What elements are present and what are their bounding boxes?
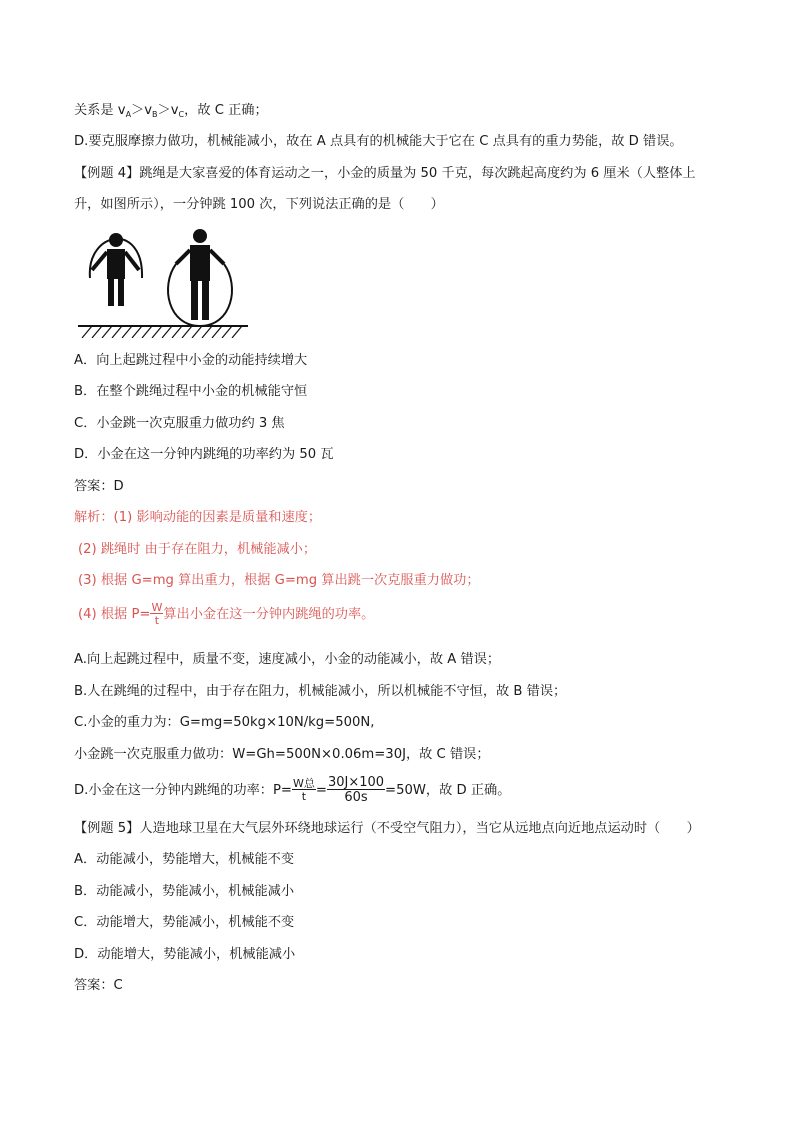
subscript: C [178, 110, 185, 119]
question-text: 跳绳是大家喜爱的体育运动之一，小金的质量为 50 千克，每次跳起高度约为 6 厘米（人整体上 [139, 166, 696, 181]
question-tag: 【例题 5】 [74, 821, 140, 836]
solution-c-2: 小金跳一次克服重力做功：W=Gh=500N×0.06m=30J，故 C 错误； [74, 747, 490, 762]
text: D.小金在这一分钟内跳绳的功率：P= [74, 783, 292, 798]
fraction [292, 778, 316, 802]
fraction [150, 602, 163, 626]
text: 关系是 v [74, 103, 126, 118]
analysis-2: (2) 跳绳时 由于存在阻力，机械能减小； [78, 542, 317, 557]
analysis-4 [78, 602, 374, 626]
denominator: t [150, 613, 163, 626]
text: ＞v [157, 103, 179, 118]
text: (4) 根据 P= [78, 607, 151, 622]
option-c: C．动能增大，势能减小，机械能不变 [74, 915, 295, 930]
paragraph: D.要克服摩擦力做功，机械能减小，故在 A 点具有的机械能大于它在 C 点具有的重力势能，故 D 错误。 [74, 134, 683, 149]
jump-rope-figure [76, 226, 252, 338]
numerator: W [151, 601, 163, 614]
text: = [315, 783, 327, 798]
text: =50W，故 D 正确。 [385, 783, 511, 798]
answer: 答案：C [74, 978, 123, 993]
question-text: 人造地球卫星在大气层外环绕地球运行（不受空气阻力），当它从远地点向近地点运动时（ ） [139, 821, 700, 836]
analysis-1: 解析：(1) 影响动能的因素是质量和速度； [74, 510, 322, 525]
numerator: W总 [292, 777, 315, 790]
analysis-3: (3) 根据 G=mg 算出重力，根据 G=mg 算出跳一次克服重力做功； [78, 573, 480, 588]
text: 算出小金在这一分钟内跳绳的功率。 [163, 607, 375, 622]
solution-b: B.人在跳绳的过程中，由于存在阻力，机械能减小，所以机械能不守恒，故 B 错误； [74, 684, 567, 699]
subscript: A [125, 110, 132, 119]
option-a: A．动能减小，势能增大，机械能不变 [74, 852, 295, 867]
solution-d [74, 776, 510, 804]
denominator: 60s [327, 789, 385, 804]
solution-a: A.向上起跳过程中，质量不变，速度减小，小金的动能减小，故 A 错误； [74, 652, 501, 667]
numerator: 30J×100 [327, 775, 385, 790]
text: ，故 C 正确； [184, 103, 268, 118]
option-b: B．在整个跳绳过程中小金的机械能守恒 [74, 384, 308, 399]
solution-c-1: C.小金的重力为：G=mg=50kg×10N/kg=500N, [74, 715, 375, 730]
denominator: t [292, 789, 316, 802]
question-4-stem-cont: 升，如图所示），一分钟跳 100 次，下列说法正确的是（ ） [74, 197, 444, 212]
option-d: D．小金在这一分钟内跳绳的功率约为 50 瓦 [74, 447, 334, 462]
question-tag: 【例题 4】 [74, 166, 140, 181]
fraction [327, 776, 385, 804]
question-5-stem [74, 819, 700, 839]
option-d: D．动能增大，势能减小，机械能减小 [74, 947, 296, 962]
option-c: C．小金跳一次克服重力做功约 3 焦 [74, 416, 285, 431]
subscript: B [152, 110, 158, 119]
option-b: B．动能减小，势能减小，机械能减小 [74, 884, 295, 899]
answer: 答案：D [74, 479, 124, 494]
text: ＞v [131, 103, 153, 118]
velocity-relation [74, 101, 268, 125]
option-a: A．向上起跳过程中小金的动能持续增大 [74, 353, 308, 368]
question-4-stem [74, 164, 696, 184]
